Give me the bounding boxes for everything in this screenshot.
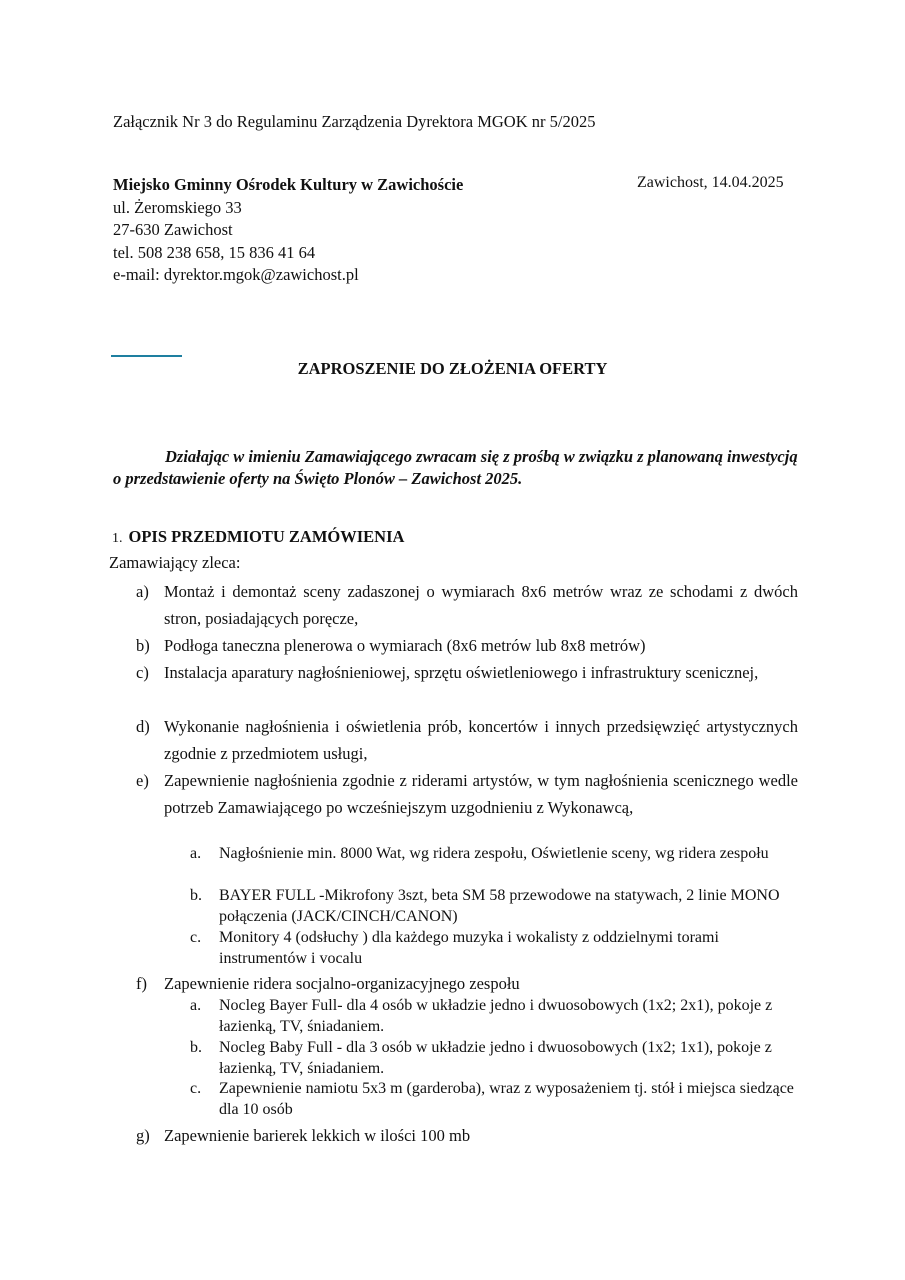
sub-item-text: Monitory 4 (odsłuchy ) dla każdego muzyka i wokalisty z oddzielnymi torami instrumentów i vocalu: [219, 929, 719, 967]
list-item-label: f): [136, 974, 147, 993]
list-item-text: Zapewnienie ridera socjalno-organizacyjnego zespołu: [164, 974, 520, 993]
list-item: [136, 578, 798, 632]
sub-item-label: b.: [190, 1039, 202, 1056]
sub-item-text: Zapewnienie namiotu 5x3 m (garderoba), wraz z wyposażeniem tj. stół i miejsca siedzące dla 10 osób: [219, 1080, 794, 1118]
sender-name: Miejsko Gminny Ośrodek Kultury w Zawichoście: [113, 175, 464, 194]
sub-item: [190, 886, 810, 927]
list-item-text: Podłoga taneczna plenerowa o wymiarach (8x6 metrów lub 8x8 metrów): [164, 636, 646, 655]
list-item-text: Wykonanie nagłośnienia i oświetlenia prób, koncertów i innych przedsięwzięć artystycznych zgodnie z przedmiotem usługi,: [164, 717, 798, 763]
list-item-label: d): [136, 717, 150, 736]
section-number: 1.: [112, 531, 123, 546]
list-item-label: b): [136, 636, 150, 655]
list-item: [136, 973, 798, 995]
sub-item-label: a.: [190, 997, 202, 1014]
sub-item-text: Nocleg Baby Full - dla 3 osób w układzie jedno i dwuosobowych (1x2; 1x1), pokoje z łazienką, TV, śniadaniem.: [219, 1039, 772, 1077]
intro-paragraph: [113, 446, 803, 490]
document-title: ZAPROSZENIE DO ZŁOŻENIA OFERTY: [297, 359, 608, 378]
sender-street: ul. Żeromskiego 33: [113, 197, 242, 217]
annex-reference: Załącznik Nr 3 do Regulaminu Zarządzenia Dyrektora MGOK nr 5/2025: [113, 112, 596, 131]
list-item-text: Zapewnienie barierek lekkich w ilości 100 mb: [164, 1126, 471, 1145]
sub-item-text: BAYER FULL -Mikrofony 3szt, beta SM 58 przewodowe na statywach, 2 linie MONO połączenia (JACK/CINCH/CANON): [219, 887, 780, 925]
sender-email: e-mail: dyrektor.mgok@zawichost.pl: [113, 265, 359, 284]
list-item-label: e): [136, 771, 149, 790]
list-item: [136, 767, 798, 821]
sub-item: [190, 996, 810, 1037]
sub-item-label: a.: [190, 845, 202, 862]
sender-city: 27-630 Zawichost: [113, 220, 233, 239]
sub-item: [190, 928, 810, 969]
list-item-label: c): [136, 663, 149, 682]
sender-phone: tel. 508 238 658, 15 836 41 64: [113, 242, 316, 262]
sub-item: [190, 844, 810, 865]
sub-item-label: c.: [190, 929, 202, 946]
sender-block: [113, 174, 463, 287]
intro-text: Działając w imieniu Zamawiającego zwracam się z prośbą w związku z planowaną inwestycją o przedstawienie oferty na Święto Plonów – Zawichost 2025.: [113, 447, 798, 488]
list-item-text: Montaż i demontaż sceny zadaszonej o wymiarach 8x6 metrów wraz ze schodami z dwóch stron, posiadających poręcze,: [164, 582, 798, 628]
list-item-text: Instalacja aparatury nagłośnieniowej, sprzętu oświetleniowego i infrastruktury scenicznej,: [164, 663, 759, 682]
list-item-label: a): [136, 582, 149, 601]
sub-item-text: Nagłośnienie min. 8000 Wat, wg ridera zespołu, Oświetlenie sceny, wg ridera zespołu: [219, 845, 769, 862]
decorative-rule: [111, 355, 182, 357]
section-lead: Zamawiający zleca:: [109, 553, 241, 572]
section-heading: [112, 527, 404, 547]
sub-item-label: c.: [190, 1080, 202, 1097]
list-item-label: g): [136, 1126, 150, 1145]
place-date: Zawichost, 14.04.2025: [637, 174, 784, 191]
section-title: OPIS PRZEDMIOTU ZAMÓWIENIA: [128, 527, 405, 546]
list-item-text: Zapewnienie nagłośnienia zgodnie z riderami artystów, w tym nagłośnienia scenicznego wedle potrzeb Zamawiającego po wcześniejszym uzgodnieniu z Wykonawcą,: [164, 771, 798, 817]
list-item: [136, 659, 798, 686]
sub-item: [190, 1079, 810, 1120]
sub-item-label: b.: [190, 887, 202, 904]
list-item: [136, 1124, 798, 1148]
list-item: [136, 713, 798, 767]
list-item: [136, 632, 798, 659]
sub-item-text: Nocleg Bayer Full- dla 4 osób w układzie jedno i dwuosobowych (1x2; 2x1), pokoje z łazienką, TV, śniadaniem.: [219, 997, 773, 1035]
sub-item: [190, 1038, 810, 1079]
